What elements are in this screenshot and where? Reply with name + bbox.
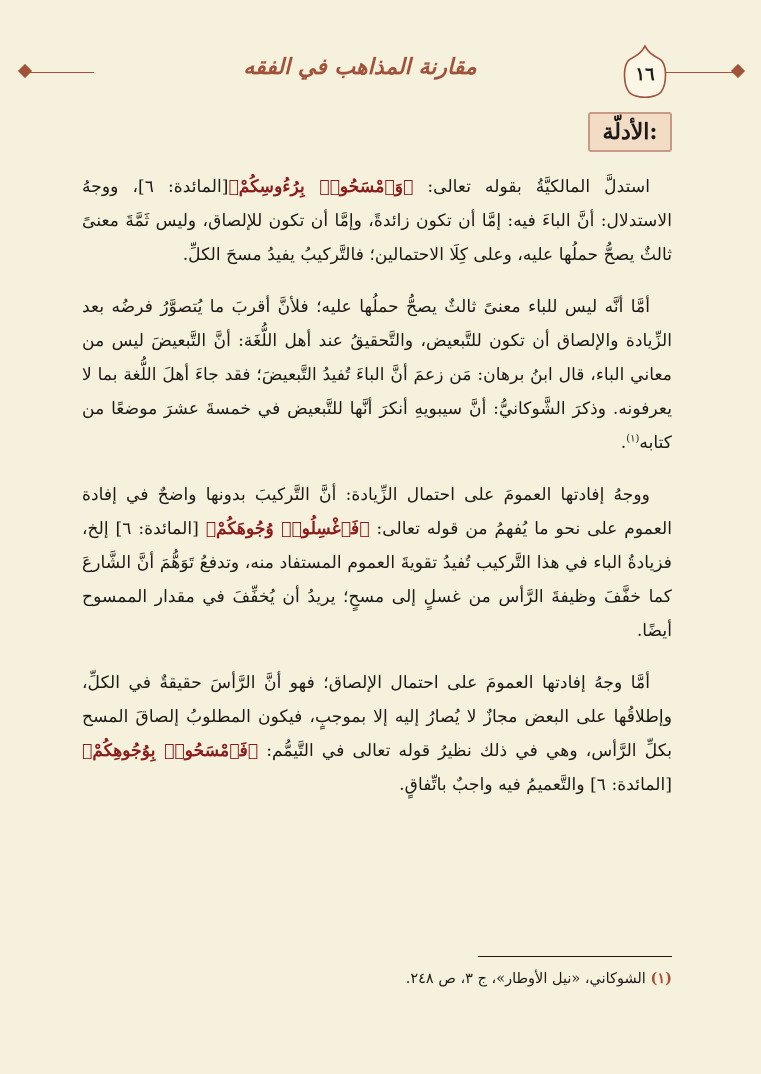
- paragraph-text: [المائدة: ٦] والتَّعميمُ فيه واجبٌ باتِّفاقٍ.: [399, 775, 672, 795]
- paragraph-text: استدلَّ المالكيَّةُ بقوله تعالى:: [413, 177, 650, 197]
- page-number-badge: [621, 44, 669, 102]
- paragraph: [82, 290, 672, 460]
- quran-verse: ﴿فَٱمْسَحُوا۟ بِوُجُوهِكُمْ﴾: [82, 741, 259, 761]
- footnote: [82, 964, 672, 994]
- footnote-ref: (١): [626, 433, 640, 445]
- paragraph-text: .: [620, 433, 627, 453]
- footnote-text: الشوكاني، «نيل الأوطار»، ج ٣، ص ٢٤٨.: [405, 971, 646, 987]
- paragraph-text: [المائدة: ٦]، ووجهُ الاستدلال: أنَّ الباءَ فيه: إمَّا أن تكون زائدةً، وإمَّا أن تكون للإلصاق، وليس ثَمَّةَ معنىً ثالثٌ يصحُّ حملُها عليه، وعلى كِلَا الاحتمالين؛ فالتَّركيبُ يفيدُ مسحَ الكلِّ.: [82, 177, 672, 265]
- paragraph-text: أمَّا أنَّه ليس للباء معنىً ثالثٌ يصحُّ حملُها عليه؛ فلأنَّ أقربَ ما يُتصوَّرُ فرضُه بعد الزِّيادة والإلصاق أن تكون للتَّبعيض، والتَّحقيقُ عند أهل اللُّغَة: أنَّ التَّبعيضَ ليس من معاني الباء، قال ابنُ برهان: مَن زعمَ أنَّ الباءَ تُفيدُ التَّبعيضَ؛ فقد جاءَ أهلَ اللُّغة بما لا يعرفونه. وذكرَ الشَّوكانيُّ: أنَّ سيبويهِ أنكرَ أنَّها للتَّبعيض في خمسةَ عشرَ موضعًا من كتابه: [82, 297, 672, 453]
- running-title: مقارنة المذاهب في الفقه: [243, 54, 477, 80]
- paragraph: [82, 478, 672, 648]
- paragraph: [82, 170, 672, 272]
- quran-verse: ﴿وَٱمْسَحُوا۟ بِرُءُوسِكُمْ﴾: [228, 177, 414, 197]
- footnote-number: (١): [650, 970, 672, 987]
- ornament-left-icon: [18, 64, 32, 78]
- body-text: [82, 170, 672, 820]
- page-header: [0, 44, 761, 102]
- paragraph-text: ووجهُ إفادتها العمومَ على احتمال الزِّيادة: أنَّ التَّركيبَ بدونها واضحٌ في إفادة العموم على نحو ما يُفهمُ من قوله تعالى:: [82, 485, 673, 539]
- quran-verse: ﴿فَٱغْسِلُوا۟ وُجُوهَكُمْ﴾: [205, 519, 370, 539]
- footnote-rule: [478, 956, 672, 957]
- paragraph-text: [المائدة: ٦] إلخ، فزيادةُ الباء في هذا التَّركيب تُفيدُ تقويةَ العموم المستفاد منه، وتدفعُ تَوَهُّمَ أنَّ الشَّارعَ كما خفَّفَ وظيفةَ الرَّأس من غسلٍ إلى مسحٍ؛ يريدُ أن يُخفِّفَ في مقدار الممسوح أيضًا.: [82, 519, 672, 641]
- header-rule-left: [28, 72, 94, 73]
- section-title: الأدلّة:: [588, 112, 672, 152]
- header-rule-right: [666, 72, 734, 73]
- paragraph: [82, 666, 672, 802]
- paragraph-text: أمَّا وجهُ إفادتها العمومَ على احتمال الإلصاق؛ فهو أنَّ الرَّأسَ حقيقةٌ في الكلِّ، وإطلاقُها على البعض مجازٌ لا يُصارُ إليه إلا بموجبٍ، فيكون المطلوبُ إلصاقَ المسح بكلِّ الرَّأس، وهي في ذلك نظيرُ قوله تعالى في التَّيمُّم:: [82, 673, 672, 761]
- ornament-right-icon: [731, 64, 745, 78]
- page-number: ١٦: [635, 64, 655, 85]
